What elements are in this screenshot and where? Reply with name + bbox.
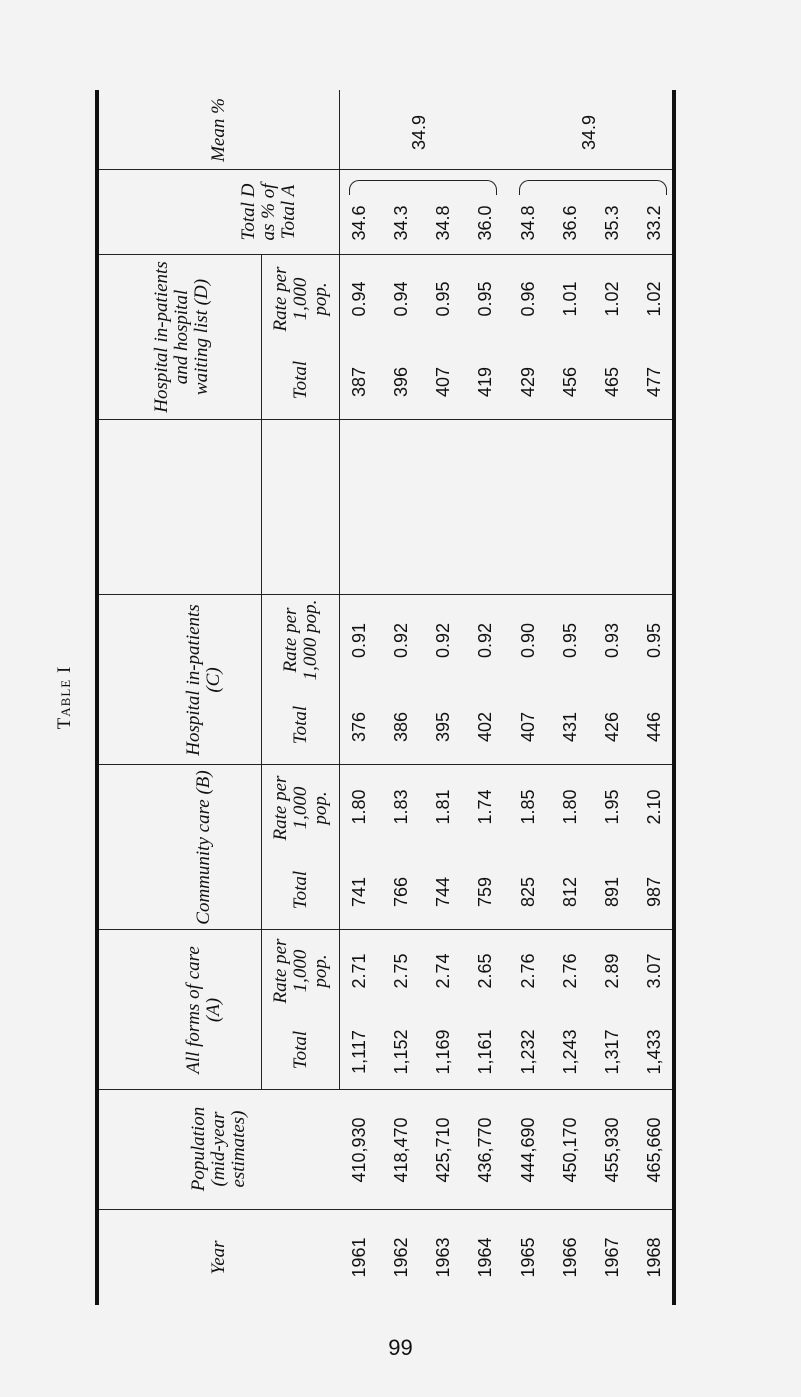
cell-c-rate: 0.93 [601, 622, 622, 659]
cell-b-total: 891 [601, 876, 622, 908]
column-b-rate [344, 767, 669, 847]
column-rule [99, 169, 672, 170]
cell-a-rate: 2.76 [559, 953, 580, 989]
table-title-prefix: Table [54, 678, 75, 730]
cell-b-total: 759 [475, 876, 496, 908]
header-population: Population (mid-year estimates) [188, 1106, 249, 1192]
cell-a-rate: 2.71 [349, 953, 369, 989]
cell-population: 436,770 [475, 1117, 496, 1183]
column-rule [99, 764, 672, 765]
header-hospital-in-patients: Hospital in-patients (C) [183, 604, 224, 756]
cell-d-rate: 0.94 [391, 281, 412, 317]
cell-d-pct: 36.6 [559, 205, 580, 241]
cell-a-total: 1,152 [391, 1029, 412, 1075]
data-table [95, 90, 676, 1305]
column-a-total [344, 1017, 669, 1087]
cell-c-total: 386 [391, 711, 412, 743]
cell-d-rate: 1.02 [643, 281, 664, 317]
cell-b-total: 744 [433, 876, 454, 908]
column-population [344, 1090, 669, 1210]
cell-d-pct: 34.8 [433, 205, 454, 241]
cell-c-rate: 0.95 [643, 622, 664, 659]
header-hospital-and-waiting-list: Hospital in-patients and hospital waiting list (D) [151, 261, 212, 413]
header-year: Year [208, 1240, 229, 1275]
cell-b-rate: 1.74 [475, 789, 496, 825]
cell-b-rate: 1.83 [391, 789, 412, 825]
cell-a-rate: 2.89 [601, 953, 622, 989]
cell-d-pct: 33.2 [643, 205, 664, 241]
cell-c-rate: 0.95 [559, 622, 580, 659]
cell-d-total: 477 [643, 366, 664, 398]
cell-d-pct: 36.0 [475, 205, 496, 241]
cell-b-total: 987 [643, 876, 664, 908]
cell-c-rate: 0.90 [517, 622, 538, 659]
cell-c-rate: 0.91 [349, 622, 369, 659]
cell-a-rate: 2.75 [391, 953, 412, 989]
column-d-percent [344, 193, 669, 253]
column-a-rate [344, 932, 669, 1010]
cell-d-pct: 34.3 [391, 205, 412, 241]
brace-1965-1968 [519, 180, 667, 195]
cell-d-total: 419 [475, 366, 496, 398]
column-c-total [344, 692, 669, 762]
column-rule [99, 929, 672, 930]
column-rule [99, 254, 672, 255]
header-mean: Mean % [208, 98, 229, 162]
header-d-total: Total [290, 360, 311, 400]
cell-b-rate: 1.85 [517, 789, 538, 825]
column-d-total [344, 347, 669, 417]
cell-c-rate: 0.92 [475, 622, 496, 659]
header-bottom-rule [339, 90, 340, 1090]
cell-b-total: 812 [559, 876, 580, 908]
rotated-table-page [35, 90, 680, 1305]
cell-c-total: 395 [433, 711, 454, 743]
column-year [344, 1210, 669, 1305]
cell-b-total: 741 [349, 876, 369, 908]
cell-population: 410,930 [349, 1117, 369, 1183]
cell-b-rate: 1.80 [559, 789, 580, 825]
cell-year: 1967 [601, 1237, 622, 1278]
header-b-rate: Rate per 1,000 pop. [270, 775, 331, 841]
column-b-total [344, 857, 669, 927]
cell-b-total: 766 [391, 876, 412, 908]
cell-d-rate: 0.94 [349, 281, 369, 317]
cell-a-rate: 2.74 [433, 953, 454, 989]
cell-year: 1962 [391, 1237, 412, 1278]
column-rule [99, 594, 672, 595]
column-c-rate [344, 598, 669, 683]
table-title-numeral: I [54, 665, 75, 674]
cell-d-rate: 0.96 [517, 281, 538, 317]
cell-c-total: 376 [349, 711, 369, 743]
cell-year: 1961 [349, 1237, 369, 1278]
cell-c-total: 402 [475, 711, 496, 743]
cell-population: 465,660 [643, 1117, 664, 1183]
cell-d-total: 456 [559, 366, 580, 398]
mean-1961-1964: 34.9 [409, 114, 429, 150]
cell-b-rate: 2.10 [643, 789, 664, 825]
cell-c-total: 426 [601, 711, 622, 743]
cell-c-total: 431 [559, 711, 580, 743]
column-d-rate [344, 258, 669, 340]
header-a-total: Total [290, 1030, 311, 1070]
cell-year: 1966 [559, 1237, 580, 1278]
header-group-rule [261, 255, 262, 1090]
page-number: 99 [388, 1335, 413, 1360]
cell-population: 418,470 [391, 1117, 412, 1183]
cell-d-pct: 34.6 [349, 205, 369, 241]
cell-d-rate: 1.01 [559, 281, 580, 317]
cell-population: 450,170 [559, 1117, 580, 1183]
header-c-total: Total [290, 705, 311, 745]
cell-d-rate: 1.02 [601, 281, 622, 317]
cell-a-total: 1,169 [433, 1029, 454, 1075]
cell-a-total: 1,232 [517, 1029, 538, 1075]
cell-year: 1963 [433, 1237, 454, 1278]
cell-d-total: 465 [601, 366, 622, 398]
cell-a-total: 1,433 [643, 1029, 664, 1075]
cell-d-rate: 0.95 [433, 281, 454, 317]
cell-c-rate: 0.92 [391, 622, 412, 659]
mean-1965-1968: 34.9 [579, 114, 599, 150]
cell-year: 1964 [475, 1237, 496, 1278]
header-a-rate: Rate per 1,000 pop. [270, 938, 331, 1004]
table-title [35, 90, 95, 1305]
cell-d-total: 387 [349, 366, 369, 398]
cell-a-total: 1,243 [559, 1029, 580, 1075]
brace-1961-1964 [349, 180, 497, 195]
cell-d-pct: 34.8 [517, 205, 538, 241]
cell-d-total: 429 [517, 366, 538, 398]
header-d-as-percent-of-a: Total D as % of Total A [238, 183, 299, 241]
cell-population: 425,710 [433, 1117, 454, 1183]
cell-b-rate: 1.80 [349, 789, 369, 825]
cell-b-total: 825 [517, 876, 538, 908]
cell-d-total: 396 [391, 366, 412, 398]
cell-d-rate: 0.95 [475, 281, 496, 317]
cell-a-total: 1,117 [349, 1030, 369, 1074]
cell-population: 455,930 [601, 1117, 622, 1183]
header-all-forms-of-care: All forms of care (A) [183, 946, 224, 1074]
cell-b-rate: 1.95 [601, 789, 622, 825]
cell-a-rate: 2.76 [517, 953, 538, 989]
cell-c-total: 407 [517, 711, 538, 743]
cell-a-total: 1,317 [601, 1029, 622, 1075]
header-b-total: Total [290, 870, 311, 910]
cell-d-total: 407 [433, 366, 454, 398]
cell-c-total: 446 [643, 711, 664, 743]
cell-a-total: 1,161 [475, 1029, 496, 1075]
cell-a-rate: 2.65 [475, 953, 496, 989]
cell-year: 1968 [643, 1237, 664, 1278]
cell-population: 444,690 [517, 1117, 538, 1183]
cell-c-rate: 0.92 [433, 622, 454, 659]
cell-year: 1965 [517, 1237, 538, 1278]
column-rule [99, 419, 672, 420]
header-c-rate: Rate per 1,000 pop. [280, 599, 321, 681]
cell-a-rate: 3.07 [643, 953, 664, 989]
cell-d-pct: 35.3 [601, 205, 622, 241]
header-d-rate: Rate per 1,000 pop. [270, 266, 331, 332]
cell-b-rate: 1.81 [433, 789, 454, 825]
header-community-care: Community care (B) [193, 770, 214, 925]
